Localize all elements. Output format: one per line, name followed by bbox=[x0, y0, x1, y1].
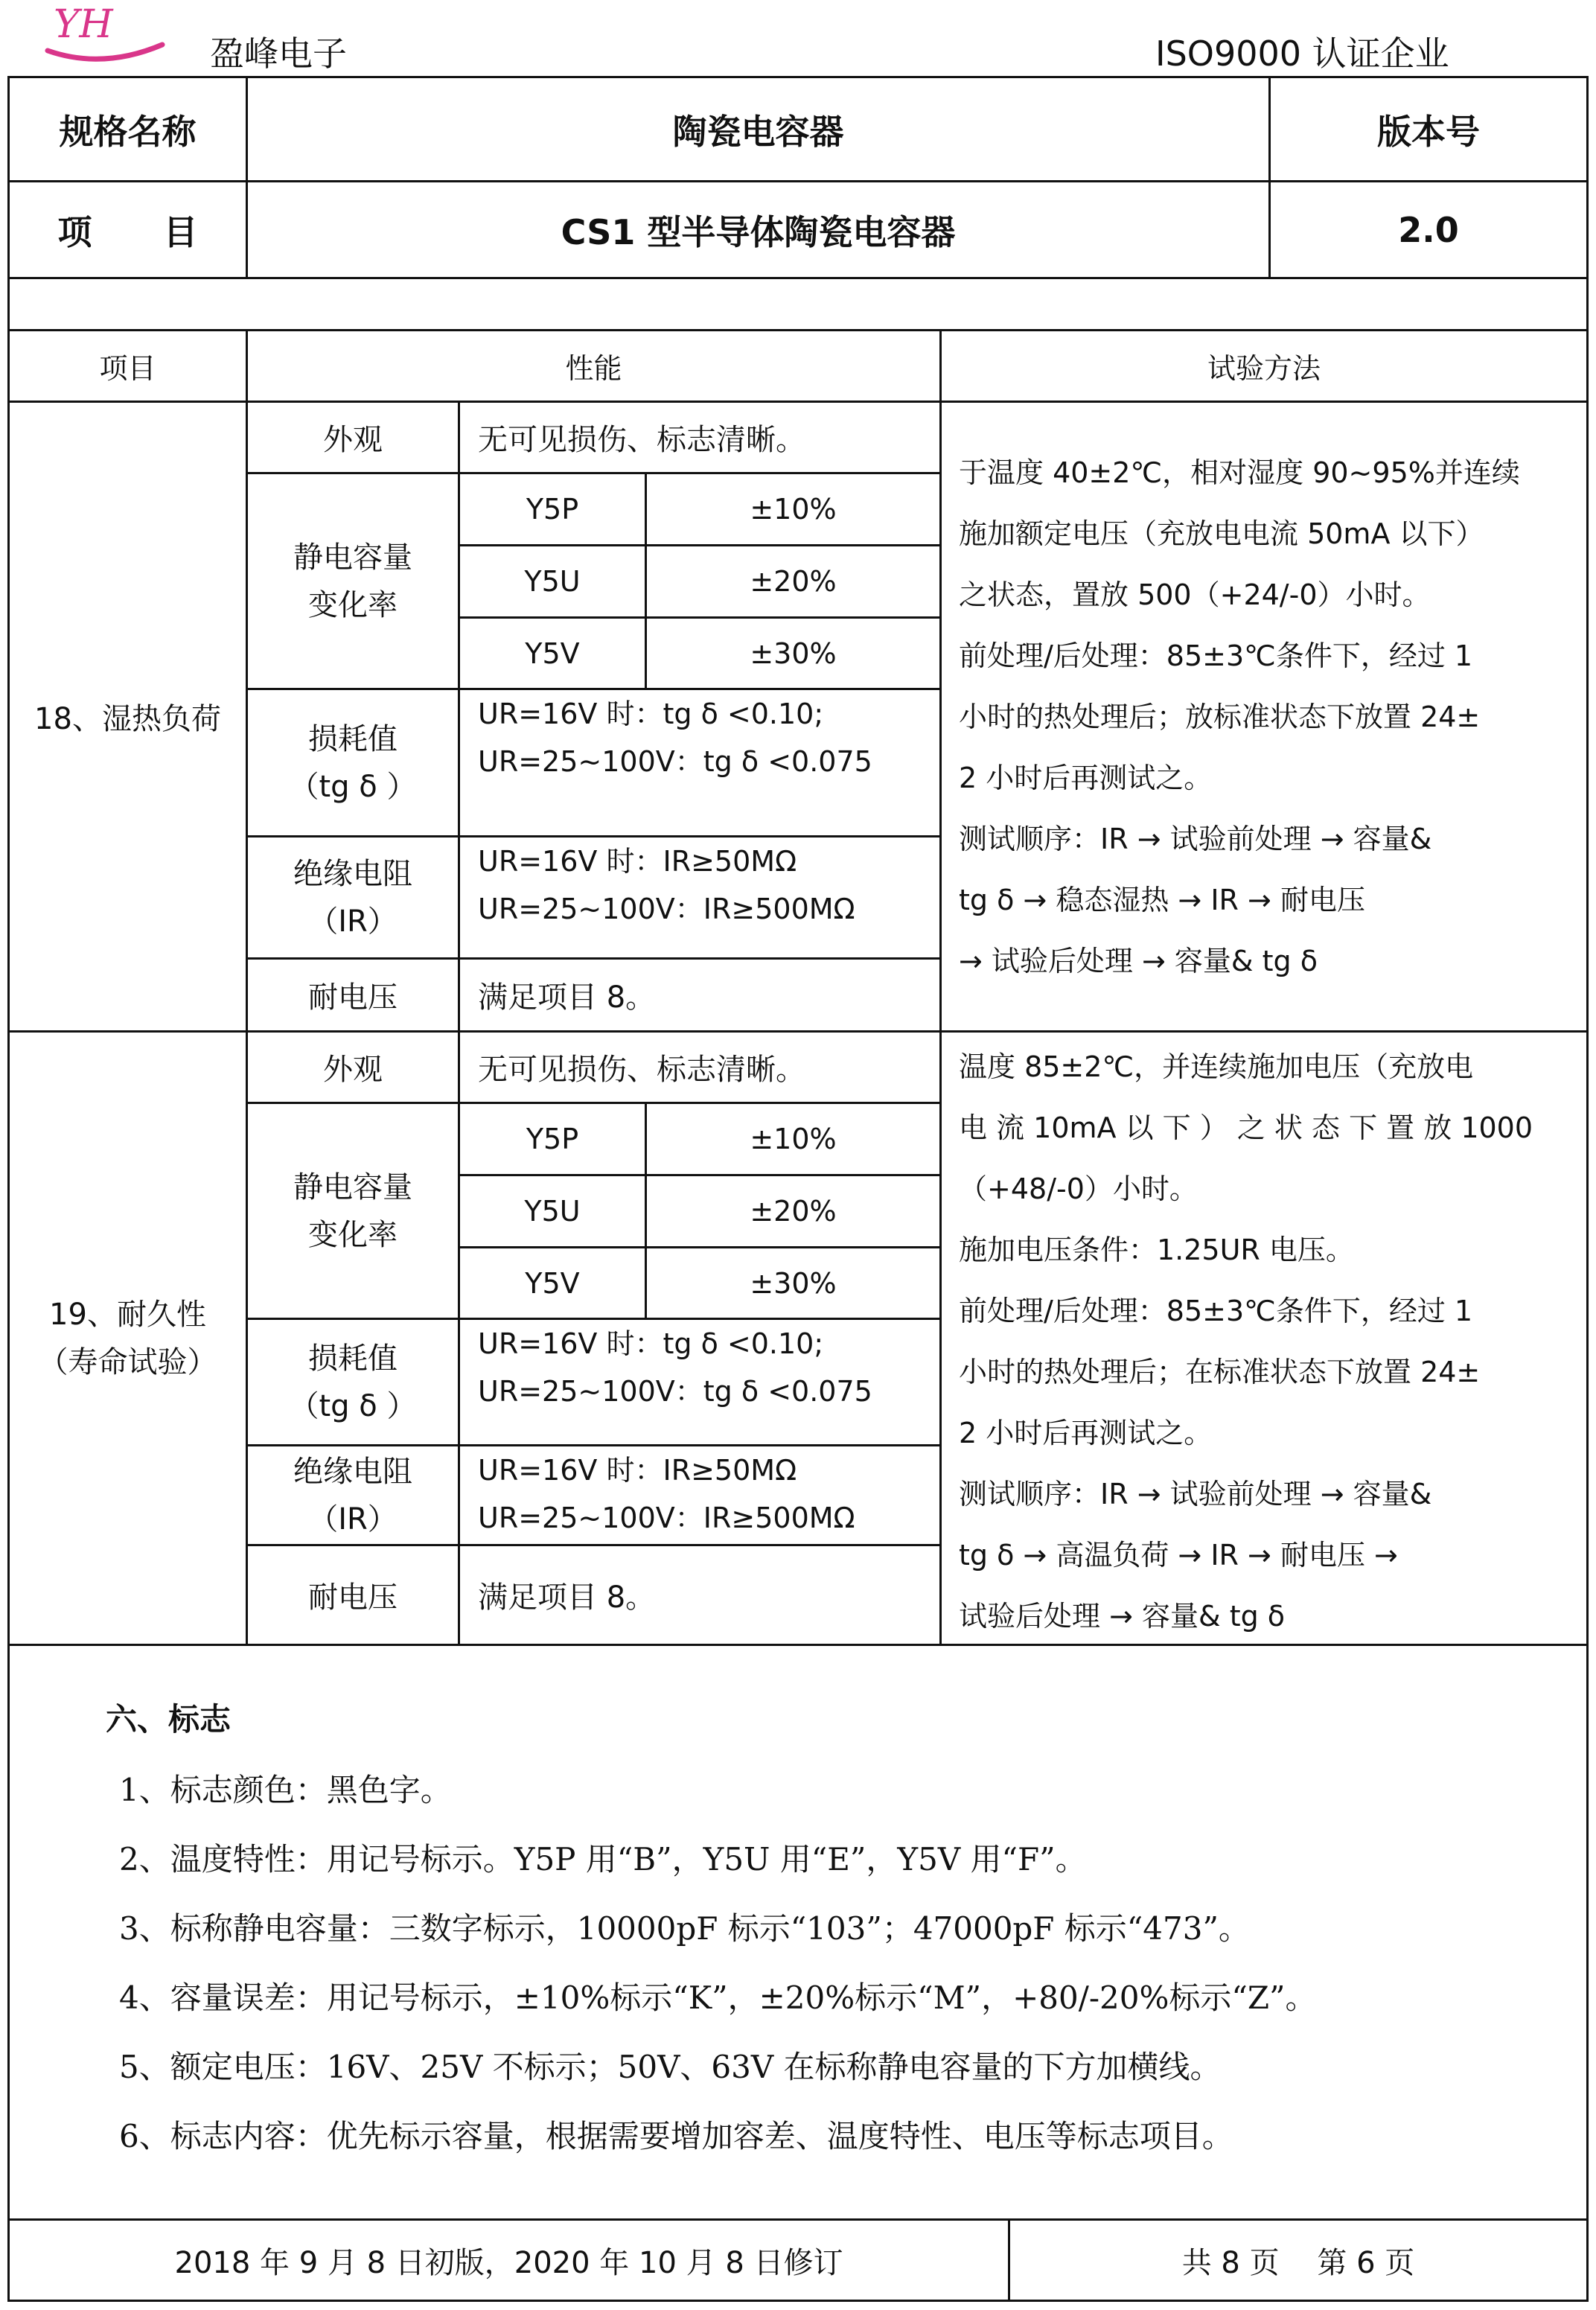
group18-loss-label-1: 损耗值 bbox=[308, 721, 398, 756]
group18-method bbox=[959, 442, 1577, 992]
logo-mark bbox=[43, 0, 170, 74]
group18-appearance-label: 外观 bbox=[323, 423, 383, 457]
group19-method-line: 测试顺序：IR → 试验前处理 → 容量& bbox=[959, 1478, 1432, 1510]
group18-cap-type-y5p: Y5P bbox=[526, 493, 579, 526]
item-value: CS1 型半导体陶瓷电容器 bbox=[561, 211, 956, 252]
group18-ir-label bbox=[248, 837, 458, 957]
marking-section bbox=[106, 1684, 1317, 2171]
group18-voltage-value: 满足项目 8。 bbox=[478, 980, 656, 1015]
group19-appearance-value: 无可见损伤、标志清晰。 bbox=[478, 1053, 805, 1087]
marking-title: 六、标志 bbox=[106, 1701, 232, 1738]
group19-appearance-label: 外观 bbox=[323, 1053, 383, 1087]
group18-ir-label-1: 绝缘电阻 bbox=[293, 856, 412, 891]
group18-ir-line-1: UR=16V 时：IR≥50MΩ bbox=[478, 845, 797, 878]
item-label: 项 目 bbox=[57, 211, 198, 252]
group19-loss-values bbox=[460, 1320, 939, 1444]
group18-voltage-label: 耐电压 bbox=[308, 980, 398, 1015]
group18-cap-type-y5u: Y5U bbox=[524, 565, 581, 598]
group18-cap-value-y5u: ±20% bbox=[750, 565, 837, 598]
group19-method bbox=[959, 1036, 1577, 1647]
group18-appearance-value: 无可见损伤、标志清晰。 bbox=[478, 423, 805, 457]
footer-revision: 2018 年 9 月 8 日初版，2020 年 10 月 8 日修订 bbox=[174, 2245, 843, 2280]
spec-name-label: 规格名称 bbox=[59, 111, 197, 152]
group19-label-1: 19、耐久性 bbox=[49, 1297, 206, 1332]
group19-method-line: 试验后处理 → 容量& tg δ bbox=[959, 1600, 1286, 1633]
group18-cap-label-1: 静电容量 bbox=[293, 540, 412, 575]
col-header-item: 项目 bbox=[99, 352, 156, 385]
group18-method-line: 小时的热处理后；放标准状态下放置 24± bbox=[959, 701, 1481, 733]
group19-cap-value-y5u: ±20% bbox=[750, 1195, 837, 1228]
group19-cap-label-1: 静电容量 bbox=[293, 1170, 412, 1205]
group19-ir-line-1: UR=16V 时：IR≥50MΩ bbox=[478, 1454, 797, 1487]
group18-method-line: 前处理/后处理：85±3℃条件下，经过 1 bbox=[959, 639, 1473, 672]
certification-text: ISO9000 认证企业 bbox=[1155, 33, 1449, 74]
group19-method-line: 2 小时后再测试之。 bbox=[959, 1417, 1213, 1449]
group19-cap-value-y5p: ±10% bbox=[750, 1123, 837, 1155]
version-label: 版本号 bbox=[1377, 111, 1480, 152]
marking-item: 3、标称静电容量：三数字标示，10000pF 标示“103”；47000pF 标示“473”。 bbox=[119, 1910, 1250, 1947]
group19-ir-label-2: （IR） bbox=[308, 1502, 398, 1537]
group18-cap-type-y5v: Y5V bbox=[525, 636, 580, 670]
group18-method-line: tg δ → 稳态湿热 → IR → 耐电压 bbox=[959, 884, 1365, 916]
group19-label-2: （寿命试验） bbox=[38, 1344, 217, 1379]
group19-method-line: 小时的热处理后；在标准状态下放置 24± bbox=[959, 1356, 1481, 1388]
group19-method-line: 温度 85±2℃，并连续施加电压（充放电 bbox=[959, 1050, 1474, 1083]
group18-loss-line-2: UR=25~100V：tg δ <0.075 bbox=[478, 745, 872, 778]
marking-item: 6、标志内容：优先标示容量，根据需要增加容差、温度特性、电压等标志项目。 bbox=[119, 2118, 1233, 2154]
spec-name-value: 陶瓷电容器 bbox=[672, 111, 844, 152]
group19-loss-label-2: （tg δ ） bbox=[289, 1388, 417, 1423]
company-name: 盈峰电子 bbox=[210, 33, 347, 74]
group19-label bbox=[10, 1033, 246, 1644]
group18-cap-value-y5v: ±30% bbox=[750, 636, 837, 670]
marking-item: 1、标志颜色：黑色字。 bbox=[119, 1772, 452, 1808]
group19-ir-label bbox=[248, 1446, 458, 1544]
footer-pages: 共 8 页 第 6 页 bbox=[1181, 2245, 1415, 2280]
group18-method-line: 施加额定电压（充放电电流 50mA 以下） bbox=[959, 517, 1484, 550]
group18-loss-line-1: UR=16V 时：tg δ <0.10; bbox=[478, 698, 824, 730]
marking-item: 5、额定电压：16V、25V 不标示；50V、63V 在标称静电容量的下方加横线。 bbox=[119, 2049, 1222, 2085]
group19-loss-line-2: UR=25~100V：tg δ <0.075 bbox=[478, 1375, 872, 1408]
group19-cap-type-y5u: Y5U bbox=[524, 1195, 581, 1228]
group18-method-line: 测试顺序：IR → 试验前处理 → 容量& bbox=[959, 823, 1432, 855]
group19-voltage-value: 满足项目 8。 bbox=[478, 1580, 656, 1615]
company-logo bbox=[43, 0, 170, 74]
logo-letters: YH bbox=[54, 2, 113, 47]
group19-method-line: （+48/-0）小时。 bbox=[959, 1172, 1198, 1205]
group18-method-line: 2 小时后再测试之。 bbox=[959, 762, 1213, 794]
group19-ir-label-1: 绝缘电阻 bbox=[293, 1454, 412, 1489]
group19-method-line: tg δ → 高温负荷 → IR → 耐电压 → bbox=[959, 1539, 1398, 1572]
group18-cap-label bbox=[248, 474, 458, 688]
group19-method-line: 施加电压条件：1.25UR 电压。 bbox=[959, 1234, 1354, 1266]
group19-cap-label-2: 变化率 bbox=[308, 1217, 398, 1252]
group19-loss-label-1: 损耗值 bbox=[308, 1341, 398, 1376]
group18-loss-label-2: （tg δ ） bbox=[289, 769, 417, 804]
group19-loss-label bbox=[248, 1320, 458, 1444]
group18-loss-label bbox=[248, 690, 458, 835]
col-header-performance: 性能 bbox=[565, 352, 622, 385]
group19-cap-type-y5v: Y5V bbox=[525, 1266, 580, 1300]
group18-cap-value-y5p: ±10% bbox=[750, 493, 837, 526]
group19-loss-line-1: UR=16V 时：tg δ <0.10; bbox=[478, 1327, 824, 1360]
col-header-method: 试验方法 bbox=[1207, 352, 1321, 385]
group18-loss-values bbox=[460, 690, 939, 835]
group18-method-line: 之状态，置放 500（+24/-0）小时。 bbox=[959, 578, 1431, 611]
group19-cap-value-y5v: ±30% bbox=[750, 1266, 837, 1300]
group18-label: 18、湿热负荷 bbox=[34, 702, 221, 736]
group18-ir-values bbox=[460, 837, 939, 957]
group19-method-line: 前处理/后处理：85±3℃条件下，经过 1 bbox=[959, 1295, 1473, 1327]
group19-cap-label bbox=[248, 1104, 458, 1318]
group18-method-line: → 试验后处理 → 容量& tg δ bbox=[959, 945, 1318, 977]
group18-ir-label-2: （IR） bbox=[308, 904, 398, 939]
group19-ir-values bbox=[460, 1446, 939, 1544]
group18-ir-line-2: UR=25~100V：IR≥500MΩ bbox=[478, 893, 855, 925]
group18-cap-label-2: 变化率 bbox=[308, 587, 398, 622]
version-value: 2.0 bbox=[1398, 209, 1459, 250]
group19-voltage-label: 耐电压 bbox=[308, 1580, 398, 1615]
group19-cap-type-y5p: Y5P bbox=[526, 1123, 579, 1155]
group18-method-line: 于温度 40±2℃，相对湿度 90~95%并连续 bbox=[959, 456, 1520, 489]
marking-item: 2、温度特性：用记号标示。Y5P 用“B”，Y5U 用“E”，Y5V 用“F”。 bbox=[119, 1841, 1087, 1877]
marking-item: 4、容量误差：用记号标示，±10%标示“K”，±20%标示“M”，+80/-20%标示“Z”。 bbox=[119, 1979, 1317, 2016]
group19-method-line: 电 流 10mA 以 下 ） 之 状 态 下 置 放 1000 bbox=[959, 1111, 1533, 1144]
group19-ir-line-2: UR=25~100V：IR≥500MΩ bbox=[478, 1502, 855, 1534]
